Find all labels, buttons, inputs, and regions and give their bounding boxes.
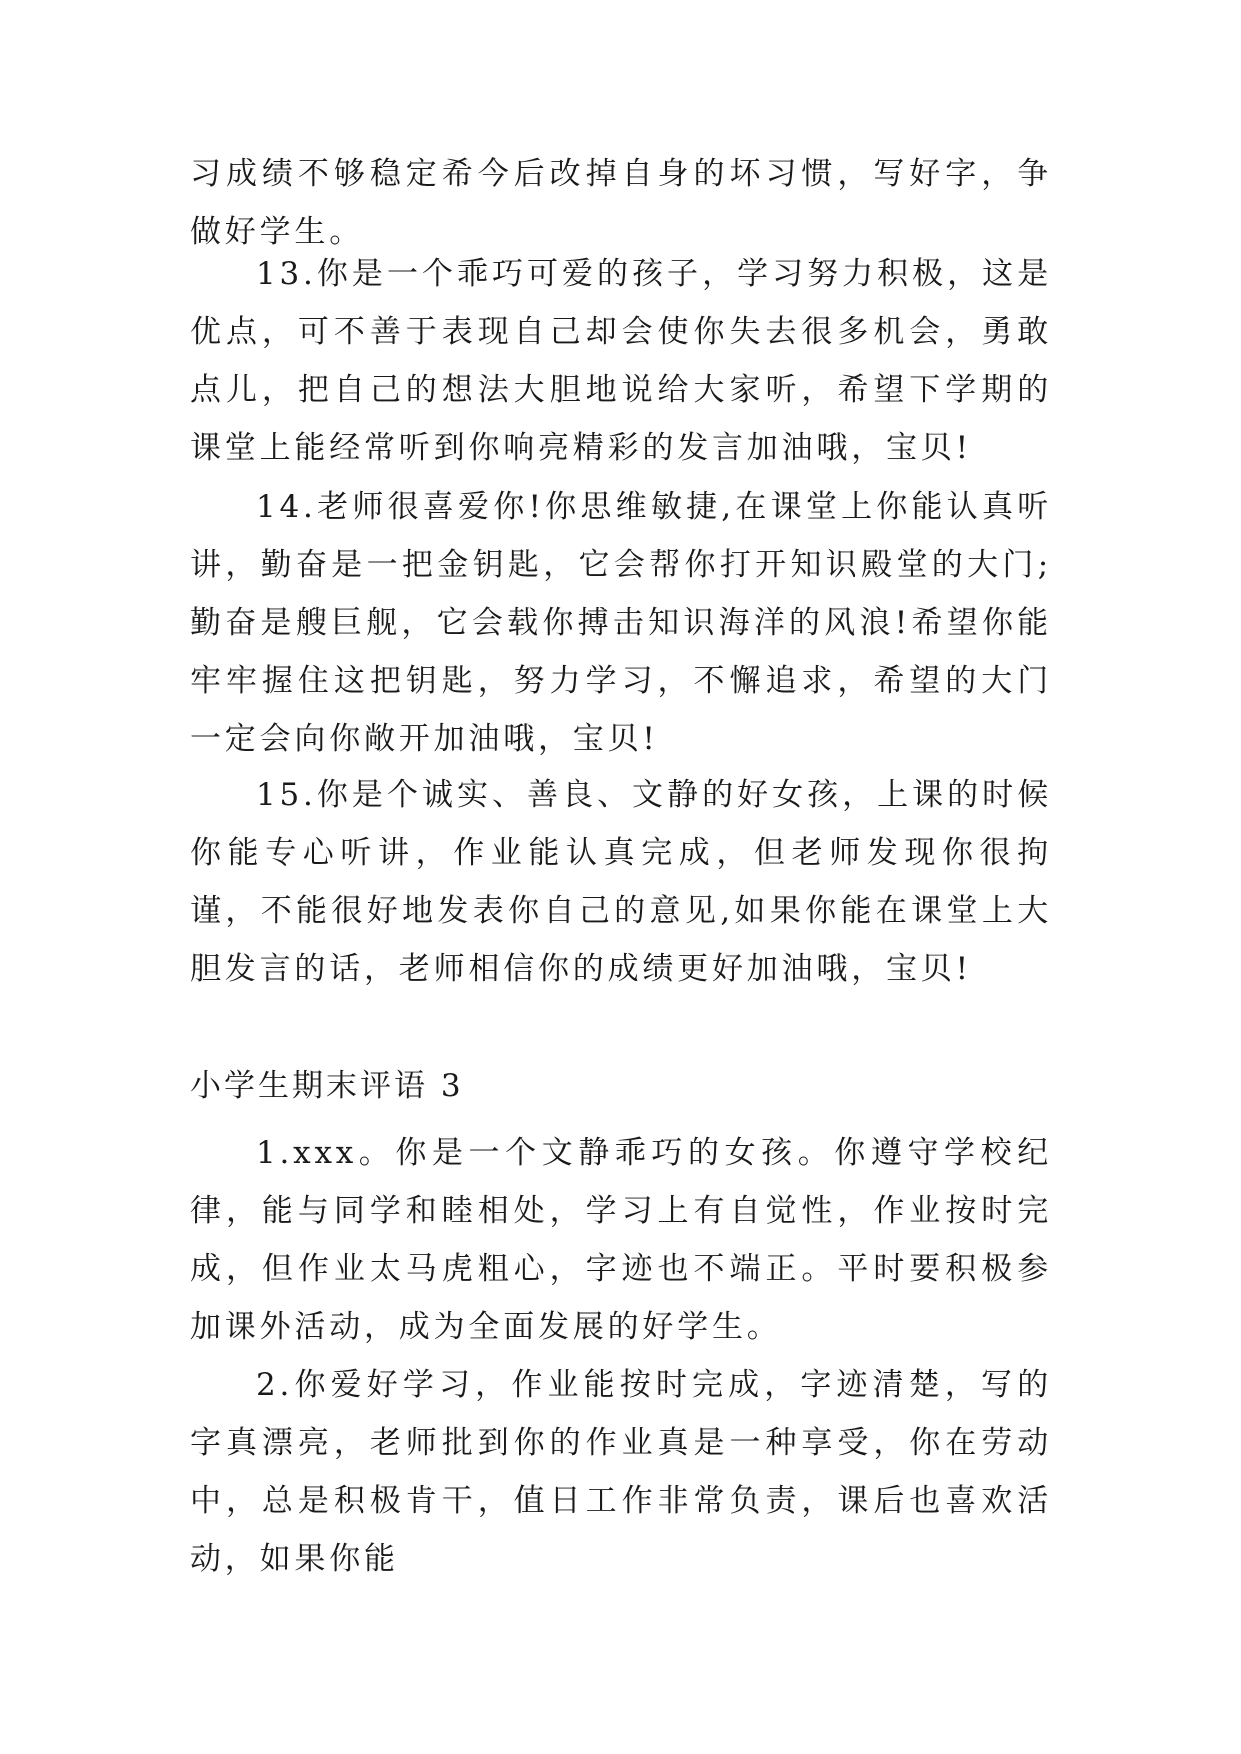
section-title: 小学生期末评语 3 [190, 1068, 464, 1104]
paragraph-continuation: 习成绩不够稳定希今后改掉自身的坏习惯，写好字，争做好学生。 [190, 156, 1052, 250]
paragraph-item-14: 14.老师很喜爱你!你思维敏捷,在课堂上你能认真听讲，勤奋是一把金钥匙，它会帮你打开知识殿堂的大门;勤奋是艘巨舰，它会载你搏击知识海洋的风浪!希望你能牢牢握住这把钥匙，努力学习，不懈追求，希望的大门一定会向你敞开加油哦，宝贝! [190, 489, 1052, 757]
paragraph-item-2: 2.你爱好学习，作业能按时完成，字迹清楚，写的字真漂亮，老师批到你的作业真是一种享受，你在劳动中，总是积极肯干，值日工作非常负责，课后也喜欢活动，如果你能 [190, 1367, 1052, 1577]
paragraph-item-1: 1.xxx。你是一个文静乖巧的女孩。你遵守学校纪律，能与同学和睦相处，学习上有自觉性，作业按时完成，但作业太马虎粗心，字迹也不端正。平时要积极参加课外活动，成为全面发展的好学生。 [190, 1135, 1052, 1345]
paragraph-item-15: 15.你是个诚实、善良、文静的好女孩，上课的时候你能专心听讲，作业能认真完成，但老师发现你很拘谨，不能很好地发表你自己的意见,如果你能在课堂上大胆发言的话，老师相信你的成绩更好加油哦，宝贝! [190, 777, 1052, 987]
paragraph-item-13: 13.你是一个乖巧可爱的孩子，学习努力积极，这是优点，可不善于表现自己却会使你失去很多机会，勇敢点儿，把自己的想法大胆地说给大家听，希望下学期的课堂上能经常听到你响亮精彩的发言加油哦，宝贝! [190, 256, 1052, 466]
